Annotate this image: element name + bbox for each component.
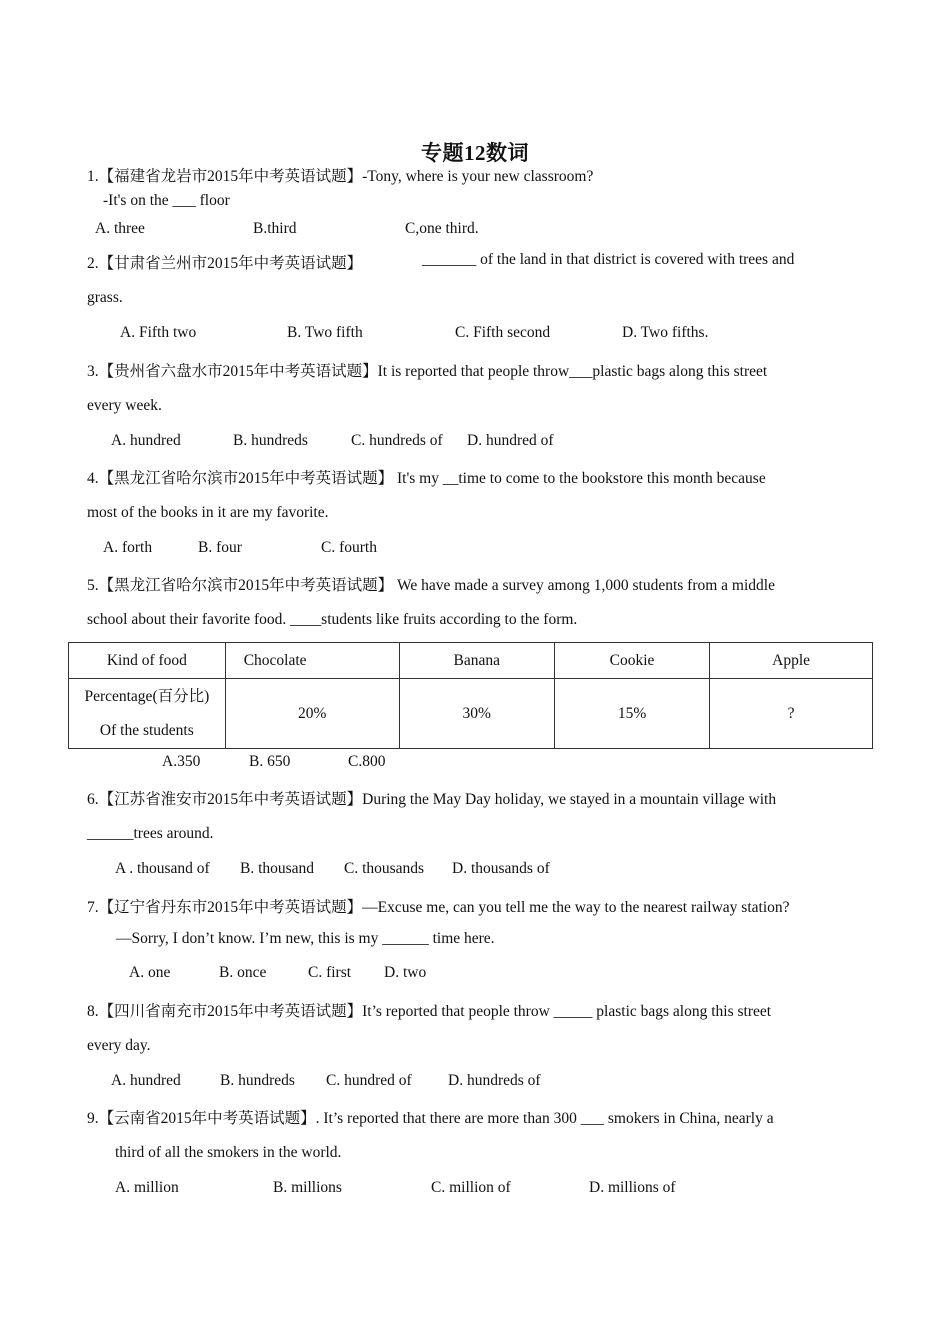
- q3-option-d: D. hundred of: [467, 432, 554, 449]
- q3-option-c: C. hundreds of: [351, 432, 443, 449]
- table-row-label: [69, 679, 226, 749]
- cell-cookie: 15%: [554, 679, 709, 749]
- q9-option-a: A. million: [115, 1179, 179, 1196]
- q9-option-b: B. millions: [273, 1179, 342, 1196]
- q4-line2: most of the books in it are my favorite.: [87, 504, 329, 521]
- q7-option-c: C. first: [308, 964, 352, 981]
- q6-option-c: C. thousands: [344, 860, 425, 877]
- q8-line2: every day.: [87, 1037, 151, 1054]
- q1-stem: 1.【福建省龙岩市2015年中考英语试题】-Tony, where is your new classroom?: [87, 168, 594, 185]
- table-header-cookie: Cookie: [554, 643, 709, 679]
- q1-option-c: C,one third.: [405, 220, 479, 237]
- q7-option-d: D. two: [384, 964, 427, 981]
- q8-option-c: C. hundred of: [326, 1072, 412, 1089]
- table-header-row: [69, 643, 873, 679]
- q9-line2: third of all the smokers in the world.: [115, 1144, 342, 1161]
- q6-option-a: A . thousand of: [115, 860, 210, 877]
- q3-option-b: B. hundreds: [233, 432, 308, 449]
- row-label-line1: Percentage(百分比): [84, 687, 210, 705]
- q2-stem: _______ of the land in that district is covered with trees and: [422, 251, 795, 268]
- q3-option-a: A. hundred: [111, 432, 181, 449]
- q5-option-a: A.350: [162, 753, 201, 770]
- q7-option-a: A. one: [129, 964, 171, 981]
- q9-option-d: D. millions of: [589, 1179, 676, 1196]
- table-row: [69, 679, 873, 749]
- q2-option-d: D. Two fifths.: [622, 324, 709, 341]
- q1-option-a: A. three: [95, 220, 145, 237]
- q9-option-c: C. million of: [431, 1179, 511, 1196]
- q6-line2: ______trees around.: [87, 825, 214, 842]
- q6-stem: 6.【江苏省淮安市2015年中考英语试题】During the May Day holiday, we stayed in a mountain village with: [87, 791, 777, 808]
- q8-option-b: B. hundreds: [220, 1072, 295, 1089]
- q6-option-d: D. thousands of: [452, 860, 550, 877]
- q9-stem: 9.【云南省2015年中考英语试题】. It’s reported that there are more than 300 ___ smokers in China, nearly a: [87, 1110, 774, 1127]
- q5-option-b: B. 650: [249, 753, 291, 770]
- q2-option-b: B. Two fifth: [287, 324, 363, 341]
- q2-option-a: A. Fifth two: [120, 324, 197, 341]
- q8-option-a: A. hundred: [111, 1072, 181, 1089]
- table-header-apple: Apple: [710, 643, 873, 679]
- q4-option-c: C. fourth: [321, 539, 377, 556]
- q5-stem: 5.【黑龙江省哈尔滨市2015年中考英语试题】 We have made a survey among 1,000 students from a middle: [87, 577, 775, 594]
- page-title: 专题12数词: [421, 141, 529, 165]
- cell-banana: 30%: [399, 679, 554, 749]
- cell-apple: ?: [710, 679, 873, 749]
- q2-line2: grass.: [87, 289, 123, 306]
- q7-option-b: B. once: [219, 964, 267, 981]
- cell-chocolate: 20%: [225, 679, 399, 749]
- q1-option-b: B.third: [253, 220, 297, 237]
- q5-option-c: C.800: [348, 753, 386, 770]
- q5-line2: school about their favorite food. ____students like fruits according to the form.: [87, 611, 578, 628]
- table-header-banana: Banana: [399, 643, 554, 679]
- q3-line2: every week.: [87, 397, 162, 414]
- q7-stem: 7.【辽宁省丹东市2015年中考英语试题】—Excuse me, can you tell me the way to the nearest railway station?: [87, 899, 790, 916]
- q2-source: 2.【甘肃省兰州市2015年中考英语试题】: [87, 255, 363, 272]
- q4-option-a: A. forth: [103, 539, 153, 556]
- q1-line2: -It's on the ___ floor: [103, 192, 230, 209]
- q7-line2: —Sorry, I don’t know. I’m new, this is my ______ time here.: [116, 930, 495, 947]
- q4-stem: 4.【黑龙江省哈尔滨市2015年中考英语试题】 It's my __time to come to the bookstore this month because: [87, 470, 766, 487]
- q2-option-c: C. Fifth second: [455, 324, 551, 341]
- q8-option-d: D. hundreds of: [448, 1072, 541, 1089]
- table-header-kind: Kind of food: [69, 643, 226, 679]
- row-label-line2: Of the students: [99, 721, 194, 739]
- q8-stem: 8.【四川省南充市2015年中考英语试题】It’s reported that people throw _____ plastic bags along this street: [87, 1003, 772, 1020]
- q6-option-b: B. thousand: [240, 860, 315, 877]
- survey-table: [68, 642, 873, 749]
- q4-option-b: B. four: [198, 539, 242, 556]
- q3-stem: 3.【贵州省六盘水市2015年中考英语试题】It is reported that people throw___plastic bags along this street: [87, 363, 768, 380]
- table-header-chocolate: Chocolate: [225, 643, 399, 679]
